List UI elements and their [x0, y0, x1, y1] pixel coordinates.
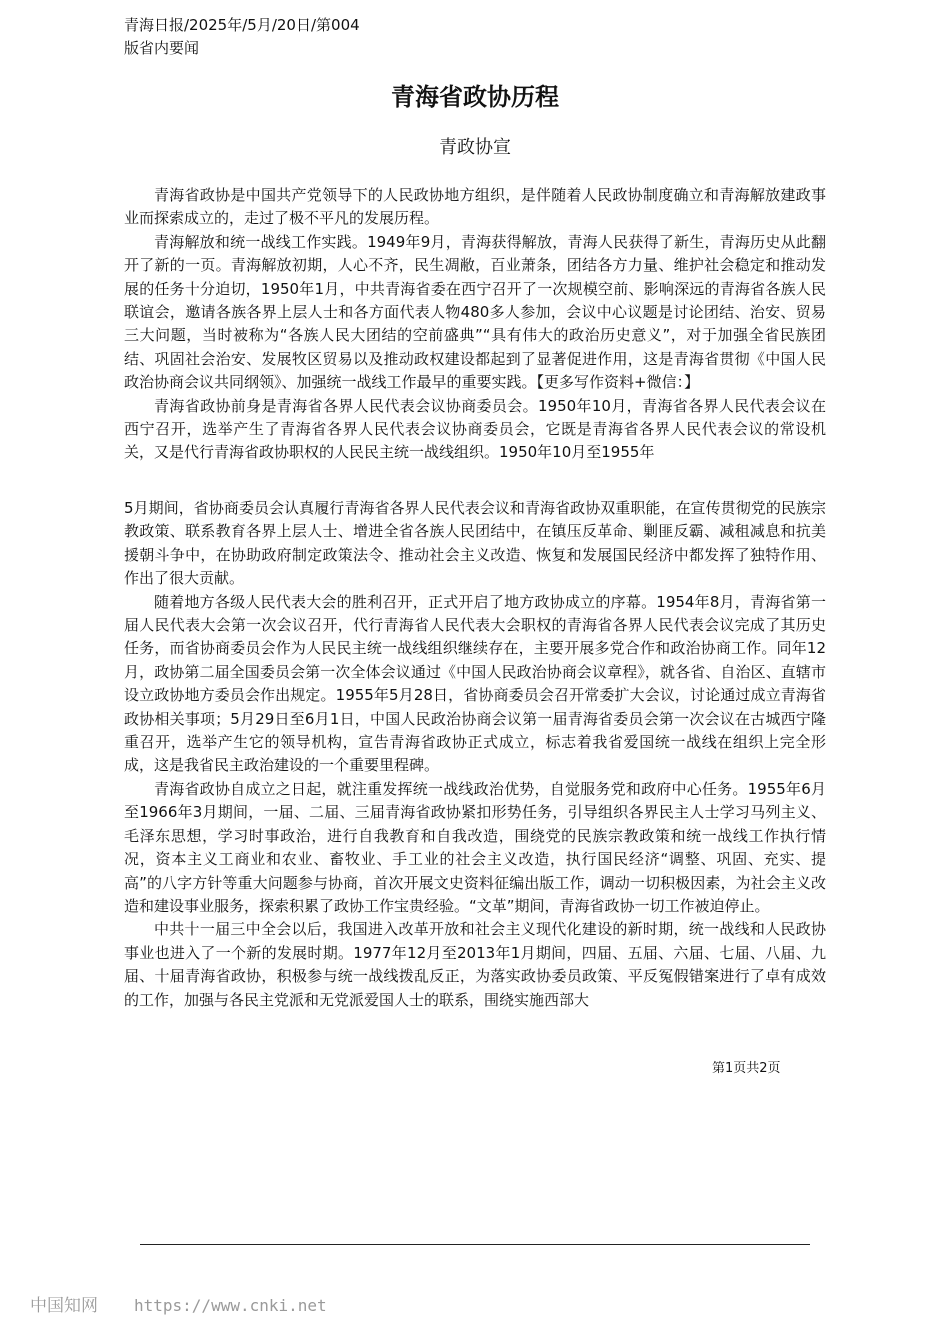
- article-author: 青政协宣: [439, 137, 511, 158]
- footer-divider: [140, 1244, 810, 1245]
- page-number: 第1页共2页: [712, 1061, 781, 1076]
- publication-source-line: 青海日报/2025年/5月/20日/第004: [124, 16, 360, 34]
- column-name: 版省内要闻: [124, 39, 200, 57]
- paragraph-3-continuation: 5月期间，省协商委员会认真履行青海省各界人民代表会议和青海省政协双重职能，在宣传贯彻党的民族宗教政策、联系教育各界上层人士、增进全省各族人民团结中，在镇压反革命、剿匪反霸、减租减息和抗美援朝斗争中，在协助政府制定政策法令、推动社会主义改造、恢复和发展国民经济中都发挥了独特作用、作出了很大贡献。: [124, 499, 826, 588]
- article-body-part-2: [124, 497, 826, 1012]
- cnki-watermark-url: https://www.cnki.net: [134, 1296, 327, 1315]
- cnki-watermark-logo: 中国知网: [30, 1296, 98, 1316]
- paragraph-1: 青海省政协是中国共产党领导下的人民政协地方组织，是伴随着人民政协制度确立和青海解放建政事业而探索成立的，走过了极不平凡的发展历程。: [124, 186, 826, 228]
- paragraph-5: 青海省政协自成立之日起，就注重发挥统一战线政治优势，自觉服务党和政府中心任务。1955年6月至1966年3月期间，一届、二届、三届青海省政协紧扣形势任务，引导组织各界民主人士学习马列主义、毛泽东思想，学习时事政治，进行自我教育和自我改造，围绕党的民族宗教政策和统一战线工作执行情况，资本主义工商业和农业、畜牧业、手工业的社会主义改造，执行国民经济“调整、巩固、充实、提高”的八字方针等重大问题参与协商，首次开展文史资料征编出版工作，调动一切积极因素，为社会主义改造和建设事业服务，探索积累了政协工作宝贵经验。“文革”期间，青海省政协一切工作被迫停止。: [124, 779, 826, 915]
- page-title: 青海省政协历程: [391, 83, 559, 111]
- paragraph-2: 青海解放和统一战线工作实践。1949年9月，青海获得解放，青海人民获得了新生，青海历史从此翻开了新的一页。青海解放初期，人心不齐，民生凋敝，百业萧条，团结各方力量、维护社会稳定和推动发展的任务十分迫切，1950年1月，中共青海省委在西宁召开了一次规模空前、影响深远的青海省各族人民联谊会，邀请各族各界上层人士和各方面代表人物480多人参加，会议中心议题是讨论团结、治安、贸易三大问题，当时被称为“各族人民大团结的空前盛典”“具有伟大的政治历史意义”，对于加强全省民族团结、巩固社会治安、发展牧区贸易以及推动政权建设都起到了显著促进作用，这是青海省贯彻《中国人民政治协商会议共同纲领》、加强统一战线工作最早的重要实践。【更多写作资料+微信：】: [124, 232, 826, 392]
- paragraph-6: 中共十一届三中全会以后，我国进入改革开放和社会主义现代化建设的新时期，统一战线和人民政协事业也进入了一个新的发展时期。1977年12月至2013年1月期间，四届、五届、六届、七届、八届、九届、十届青海省政协，积极参与统一战线拨乱反正，为落实政协委员政策、平反冤假错案进行了卓有成效的工作，加强与各民主党派和无党派爱国人士的联系，围绕实施西部大: [124, 920, 826, 1009]
- article-body-part-1: [124, 184, 826, 465]
- paragraph-3: 青海省政协前身是青海省各界人民代表会议协商委员会。1950年10月，青海省各界人民代表会议在西宁召开，选举产生了青海省各界人民代表会议协商委员会，它既是青海省各界人民代表会议的常设机关，又是代行青海省政协职权的人民民主统一战线组织。1950年10月至1955年: [124, 396, 826, 462]
- paragraph-4: 随着地方各级人民代表大会的胜利召开，正式开启了地方政协成立的序幕。1954年8月，青海省第一届人民代表大会第一次会议召开，代行青海省人民代表大会职权的青海省各界人民代表会议完成了其历史任务，而省协商委员会作为人民民主统一战线组织继续存在，主要开展多党合作和政治协商工作。同年12月，政协第二届全国委员会第一次全体会议通过《中国人民政治协商会议章程》，就各省、自治区、直辖市设立政协地方委员会作出规定。1955年5月28日，省协商委员会召开常委扩大会议，讨论通过成立青海省政协相关事项；5月29日至6月1日，中国人民政治协商会议第一届青海省委员会第一次会议在古城西宁隆重召开，选举产生它的领导机构，宣告青海省政协正式成立，标志着我省爱国统一战线在组织上完全形成，这是我省民主政治建设的一个重要里程碑。: [124, 592, 826, 775]
